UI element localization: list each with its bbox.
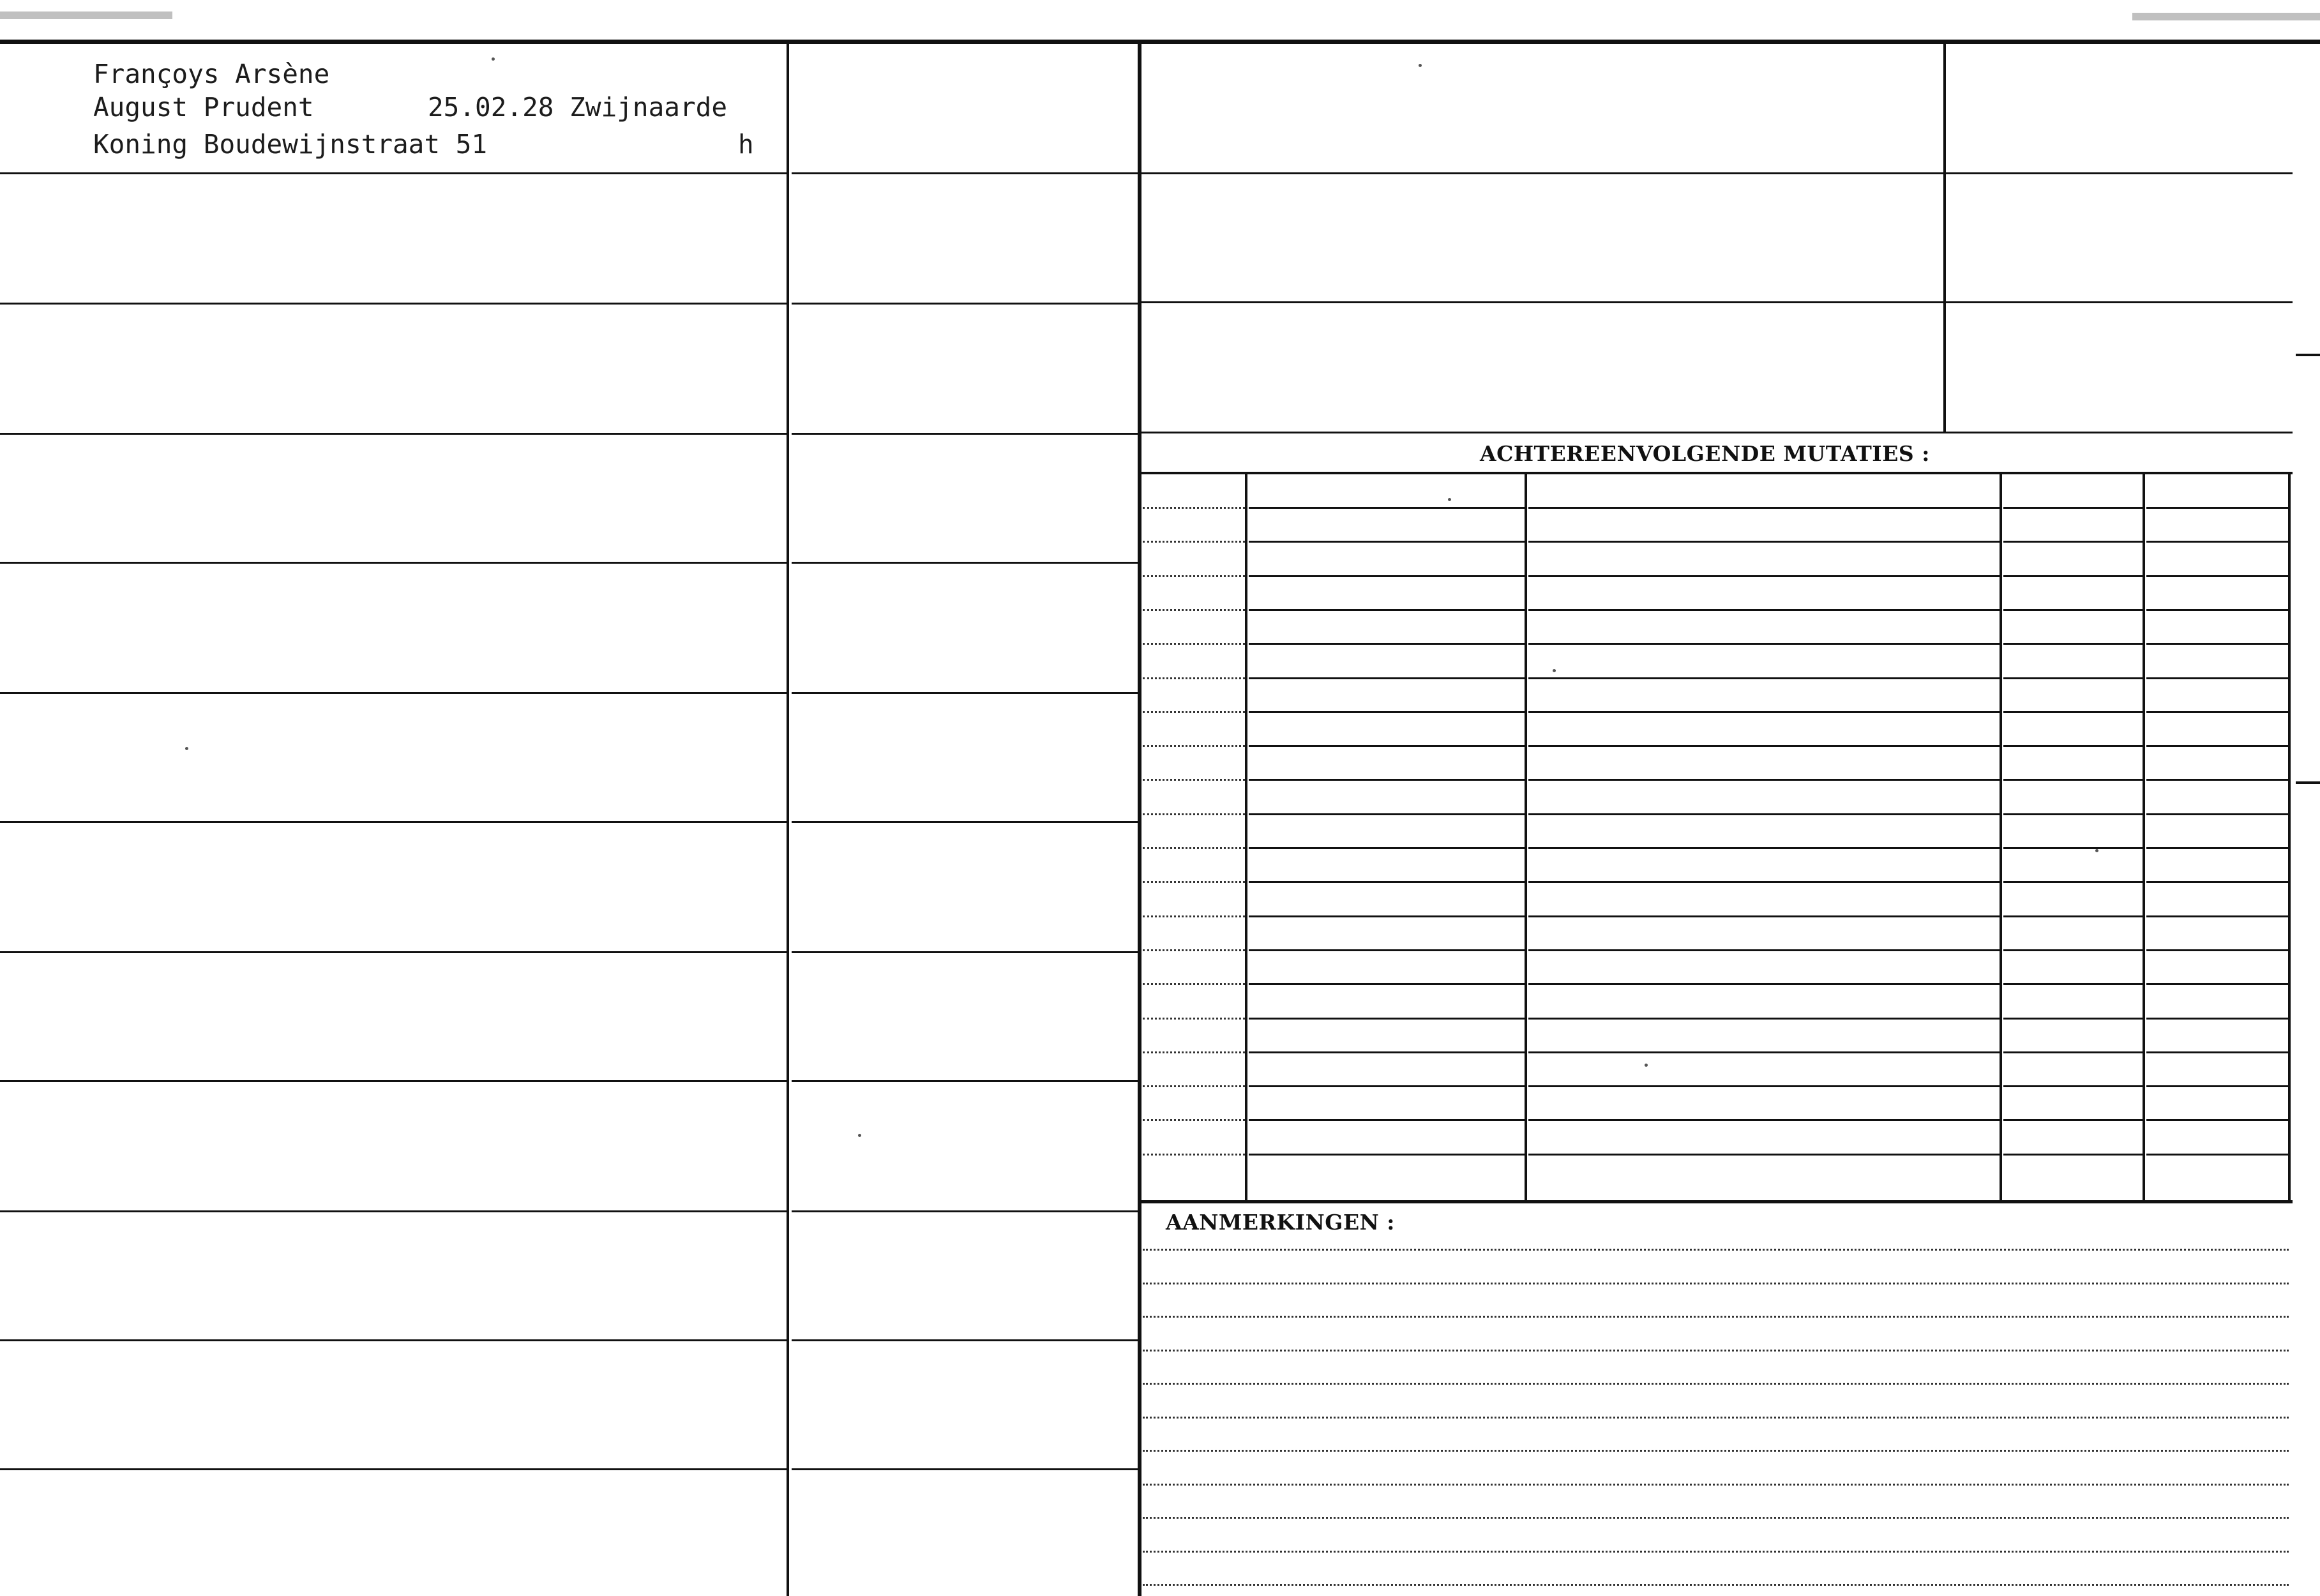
mutation-row-line (1249, 575, 1525, 577)
middle-row-line (792, 562, 1138, 564)
scan-artifact-top-left (0, 11, 172, 19)
middle-row-line (792, 433, 1138, 435)
mutation-row-line (1528, 745, 2000, 747)
mutation-row-line (1528, 575, 2000, 577)
mutation-row-line (2003, 643, 2143, 645)
mutation-row-line (1143, 609, 1245, 611)
mutation-row-line (2003, 1085, 2143, 1087)
mutation-row-line (2003, 813, 2143, 815)
mutation-row-line (1528, 609, 2000, 611)
middle-row-line (792, 1210, 1138, 1212)
middle-row-line (792, 1339, 1138, 1341)
record-first-names: Françoys Arsène (93, 59, 330, 89)
mutation-row-line (1249, 541, 1525, 543)
remark-row-line (1143, 1350, 2289, 1351)
mutation-row-line (1249, 915, 1525, 917)
middle-row-line (792, 951, 1138, 953)
mutation-row-line (2003, 507, 2143, 509)
mutation-row-line (1528, 1051, 2000, 1053)
mutation-row-line (1249, 1051, 1525, 1053)
mutation-row-line (2146, 1154, 2288, 1156)
left-row-line (0, 562, 787, 564)
margin-tick-2 (2296, 781, 2320, 784)
remark-row-line (1143, 1584, 2289, 1586)
record-birth-date-place: 25.02.28 Zwijnaarde (428, 92, 727, 123)
middle-row-line (792, 1080, 1138, 1082)
mutation-row-line (2003, 779, 2143, 781)
mutation-row-line (2003, 575, 2143, 577)
mutation-row-line (2146, 949, 2288, 951)
remarks-heading: AANMERKINGEN : (1166, 1210, 1395, 1235)
mutation-row-line (1249, 745, 1525, 747)
mutation-row-line (2003, 881, 2143, 883)
remark-row-line (1143, 1316, 2289, 1318)
mutation-row-line (1528, 847, 2000, 849)
mutation-row-line (1143, 779, 1245, 781)
mutation-row-line (1249, 1119, 1525, 1121)
column-divider-3 (1943, 42, 1946, 433)
scan-speck (492, 57, 495, 61)
mutation-row-line (2146, 575, 2288, 577)
middle-row-line (792, 303, 1138, 305)
remark-row-line (1143, 1450, 2289, 1452)
mutation-row-line (1528, 1018, 2000, 1020)
scan-speck (1645, 1064, 1648, 1067)
mutation-row-line (1528, 1154, 2000, 1156)
mutation-row-line (1249, 847, 1525, 849)
mutation-row-line (2003, 1018, 2143, 1020)
mutation-row-line (2003, 983, 2143, 985)
mutations-heading: ACHTEREENVOLGENDE MUTATIES : (1480, 441, 1930, 466)
mutation-row-line (1528, 1085, 2000, 1087)
record-mark: h (738, 129, 754, 160)
remark-row-line (1143, 1484, 2289, 1486)
remark-row-line (1143, 1517, 2289, 1519)
remark-row-line (1143, 1249, 2289, 1251)
mutation-row-line (1249, 949, 1525, 951)
left-row-line (0, 1080, 787, 1082)
middle-row-line (792, 821, 1138, 823)
left-row-line (0, 303, 787, 305)
mutation-row-line (2003, 1154, 2143, 1156)
remark-row-line (1143, 1383, 2289, 1385)
mutation-row-line (2003, 915, 2143, 917)
left-row-line (0, 692, 787, 694)
mutation-row-line (2003, 1051, 2143, 1053)
mutation-row-line (1249, 813, 1525, 815)
mutation-row-line (1528, 779, 2000, 781)
scan-artifact-top-right (2132, 13, 2320, 20)
mutation-row-line (2003, 609, 2143, 611)
mutation-row-line (1143, 711, 1245, 713)
mutation-row-line (2146, 813, 2288, 815)
mutation-row-line (1249, 983, 1525, 985)
record-middle-names: August Prudent (93, 92, 314, 123)
left-row-line (0, 172, 787, 174)
mutation-row-line (2003, 949, 2143, 951)
mutation-row-line (2146, 507, 2288, 509)
mutation-row-line (1249, 711, 1525, 713)
mutation-row-line (1249, 609, 1525, 611)
mutation-row-line (2003, 677, 2143, 679)
mutations-col-2 (1525, 473, 1527, 1201)
middle-row-line (792, 1468, 1138, 1470)
mutation-row-line (2146, 1085, 2288, 1087)
mutation-row-line (1143, 1119, 1245, 1121)
mutation-row-line (1249, 1154, 1525, 1156)
mutation-row-line (2146, 643, 2288, 645)
mutation-row-line (1528, 983, 2000, 985)
mutation-row-line (1143, 677, 1245, 679)
middle-row-line (792, 172, 1138, 174)
mutations-table-bottom (1140, 1200, 2293, 1203)
mutation-row-line (1249, 881, 1525, 883)
mutation-row-line (2146, 1051, 2288, 1053)
left-row-line (0, 1210, 787, 1212)
remark-row-line (1143, 1551, 2289, 1553)
mutation-row-line (1143, 1085, 1245, 1087)
scan-speck (1448, 498, 1451, 501)
remark-row-line (1143, 1283, 2289, 1284)
top-border-line (0, 40, 2320, 44)
mutation-row-line (2146, 881, 2288, 883)
mutation-row-line (1528, 949, 2000, 951)
mutation-row-line (1143, 915, 1245, 917)
left-row-line (0, 1339, 787, 1341)
mutation-row-line (1528, 711, 2000, 713)
mutation-row-line (1249, 1018, 1525, 1020)
mutation-row-line (1143, 949, 1245, 951)
mutation-row-line (1143, 643, 1245, 645)
left-row-line (0, 821, 787, 823)
mutation-row-line (1528, 813, 2000, 815)
mutation-row-line (1528, 1119, 2000, 1121)
left-row-line (0, 951, 787, 953)
record-address: Koning Boudewijnstraat 51 (93, 129, 488, 160)
mutation-row-line (2146, 745, 2288, 747)
mutation-row-line (2146, 711, 2288, 713)
mutation-row-line (1528, 643, 2000, 645)
middle-row-line (792, 692, 1138, 694)
mutation-row-line (2003, 847, 2143, 849)
right-upper-row-line-2 (1140, 301, 2293, 303)
mutation-row-line (1528, 541, 2000, 543)
mutation-row-line (1143, 881, 1245, 883)
mutations-col-1 (1245, 473, 1247, 1201)
scan-speck (858, 1134, 861, 1137)
right-section-top-line (1140, 432, 2293, 433)
mutation-row-line (1249, 643, 1525, 645)
mutation-row-line (1249, 1085, 1525, 1087)
mutation-row-line (1528, 915, 2000, 917)
mutation-row-line (2003, 711, 2143, 713)
mutation-row-line (1143, 575, 1245, 577)
mutation-row-line (2146, 677, 2288, 679)
mutation-row-line (1249, 677, 1525, 679)
column-divider-2 (1138, 42, 1141, 1596)
left-row-line (0, 1468, 787, 1470)
mutations-table-top (1140, 472, 2293, 474)
mutation-row-line (2003, 541, 2143, 543)
mutation-row-line (1143, 847, 1245, 849)
mutation-row-line (1143, 541, 1245, 543)
mutation-row-line (2146, 779, 2288, 781)
scan-speck (2095, 849, 2098, 852)
mutation-row-line (1143, 745, 1245, 747)
mutation-row-line (1143, 983, 1245, 985)
mutation-row-line (2146, 541, 2288, 543)
mutations-col-4 (2143, 473, 2145, 1201)
right-upper-row-line-1 (1140, 172, 2293, 174)
mutation-row-line (2003, 745, 2143, 747)
mutation-row-line (1528, 677, 2000, 679)
mutations-col-5 (2288, 473, 2291, 1201)
mutation-row-line (2146, 983, 2288, 985)
mutation-row-line (2146, 609, 2288, 611)
mutation-row-line (1249, 779, 1525, 781)
mutation-row-line (2003, 1119, 2143, 1121)
left-row-line (0, 433, 787, 435)
scan-speck (1553, 669, 1556, 672)
mutation-row-line (1528, 881, 2000, 883)
column-divider-1 (787, 42, 789, 1596)
remark-row-line (1143, 1417, 2289, 1419)
mutation-row-line (1143, 1154, 1245, 1156)
mutation-row-line (1143, 1051, 1245, 1053)
scan-speck (1419, 64, 1422, 67)
mutation-row-line (1528, 507, 2000, 509)
mutation-row-line (2146, 1018, 2288, 1020)
mutation-row-line (2146, 847, 2288, 849)
mutation-row-line (2146, 1119, 2288, 1121)
scan-speck (185, 747, 188, 750)
mutations-col-3 (2000, 473, 2002, 1201)
mutation-row-line (1143, 1018, 1245, 1020)
mutation-row-line (1249, 507, 1525, 509)
margin-tick-1 (2296, 354, 2320, 356)
mutation-row-line (1143, 813, 1245, 815)
mutation-row-line (1143, 507, 1245, 509)
mutation-row-line (2146, 915, 2288, 917)
